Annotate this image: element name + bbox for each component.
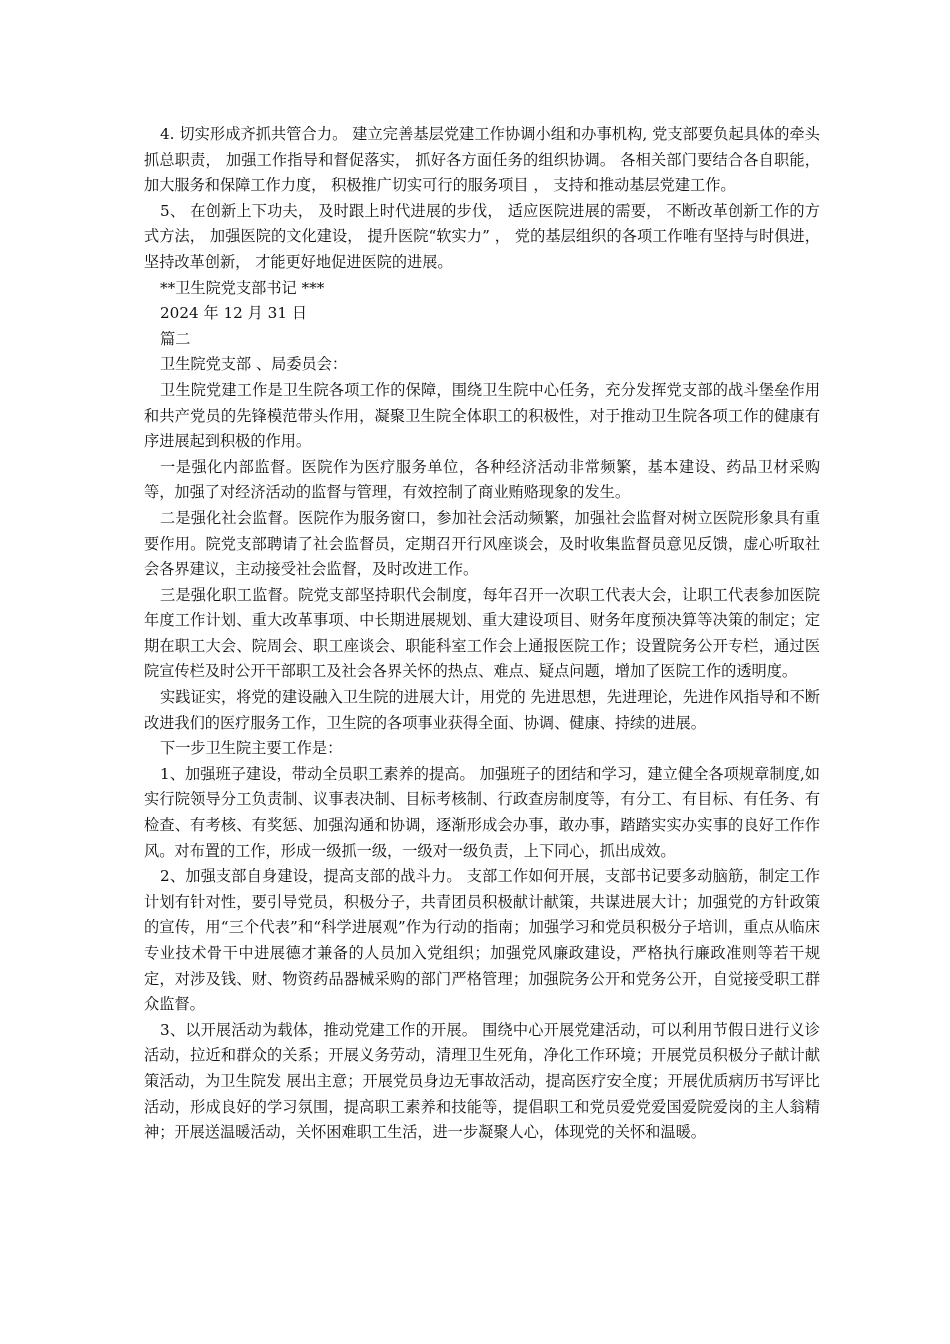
signature-line: **卫生院党支部书记 *** <box>160 278 325 297</box>
paragraph-step-3: 3、以开展活动为载体，推动党建工作的开展。 围绕中心开展党建活动，可以利用节假日进行义诊活动，拉近和群众的关系；开展义务劳动，清理卫生死角，净化工作环境；开展党员积极分子献计献策活动，为卫生院发 展出主意；开展党员身边无事故活动，提高医疗安全度；开展优质病历书写评比活动，形成良好的学习氛围，提高职工素养和技能等，提倡职工和党员爱党爱国爱院爱岗的主人翁精神；开展送温暖活动，关怀困难职工生活，进一步凝聚人心，体现党的关怀和温暖。 <box>144 1020 820 1142</box>
paragraph-step-2: 2、加强支部自身建设，提高支部的战斗力。 支部工作如何开展，支部书记要多动脑筋，制定工作计划有针对性，要引导党员，积极分子，共青团员积极献计献策，共谋进展大计；加强党的方针政策的宣传，用“三个代表”和“科学进展观”作为行动的指南；加强学习和党员积极分子培训，重点从临床专业技术骨干中进展德才兼备的人员加入党组织；加强党风廉政建设，严格执行廉政准则等若干规定，对涉及钱、财、物资药品器械采购的部门严格管理；加强院务公开和党务公开，自觉接受职工群众监督。 <box>144 867 820 1014</box>
paragraph-internal-supervision: 一是强化内部监督。医院作为医疗服务单位，各种经济活动非常频繁，基本建设、药品卫材采购等，加强了对经济活动的监督与管理，有效控制了商业贿赂现象的发生。 <box>144 457 820 502</box>
paragraph-next-steps: 下一步卫生院主要工作是： <box>160 739 343 758</box>
paragraph-staff-supervision: 三是强化职工监督。院党支部坚持职代会制度，每年召开一次职工代表大会，让职工代表参加医院年度工作计划、重大改革事项、中长期进展规划、重大建设项目、财务年度预决算等决策的制定；定期在职工大会、院周会、职工座谈会、职能科室工作会上通报医院工作；设置院务公开专栏，通过医院宣传栏及时公开干部职工及社会各界关怀的热点、难点、疑点问题，增加了医院工作的透明度。 <box>144 585 820 681</box>
paragraph-step-1: 1、加强班子建设，带动全员职工素养的提高。 加强班子的团结和学习，建立健全各项规章制度,如实行院领导分工负责制、议事表决制、目标考核制、行政查房制度等，有分工、有目标、有任务、有检查、有考核、有奖惩、加强沟通和协调，逐渐形成会办事，敢办事，踏踏实实办实事的良好工作作风。对布置的工作，形成一级抓一级，一级对一级负责，上下同心，抓出成效。 <box>144 764 820 860</box>
paragraph-item-4: 4. 切实形成齐抓共管合力。 建立完善基层党建工作协调小组和办事机构, 党支部要负起具体的牵头抓总职责， 加强工作指导和督促落实， 抓好各方面任务的组织协调。 各相关部门要结合各自职能， 加大服务和保障工作力度， 积极推广切实可行的服务项目 ， 支持和推动基层党建工作。 <box>144 125 820 195</box>
document-page <box>144 122 820 1146</box>
paragraph-item-5: 5、 在创新上下功夫， 及时跟上时代进展的步伐， 适应医院进展的需要， 不断改革创新工作的方式方法， 加强医院的文化建设， 提升医院“软实力” ， 党的基层组织的各项工作唯有坚持与时俱进， 坚持改革创新， 才能更好地促进医院的进展。 <box>144 201 820 271</box>
section-heading: 篇二 <box>160 329 191 348</box>
date-line: 2024 年 12 月 31 日 <box>160 304 308 323</box>
paragraph-social-supervision: 二是强化社会监督。医院作为服务窗口，参加社会活动频繁，加强社会监督对树立医院形象具有重要作用。院党支部聘请了社会监督员，定期召开行风座谈会，及时收集监督员意见反馈，虚心听取社会各界建议，主动接受社会监督，及时改进工作。 <box>144 508 820 579</box>
paragraph-intro: 卫生院党建工作是卫生院各项工作的保障，围绕卫生院中心任务，充分发挥党支部的战斗堡垒作用和共产党员的先锋模范带头作用，凝聚卫生院全体职工的积极性，对于推动卫生院各项工作的健康有序进展起到积极的作用。 <box>144 380 820 451</box>
paragraph-practice: 实践证实，将党的建设融入卫生院的进展大计，用党的 先进思想，先进理论，先进作风指导和不断改进我们的医疗服务工作，卫生院的各项事业获得全面、协调、健康、持续的进展。 <box>144 688 820 732</box>
salutation: 卫生院党支部 、局委员会： <box>160 355 348 374</box>
